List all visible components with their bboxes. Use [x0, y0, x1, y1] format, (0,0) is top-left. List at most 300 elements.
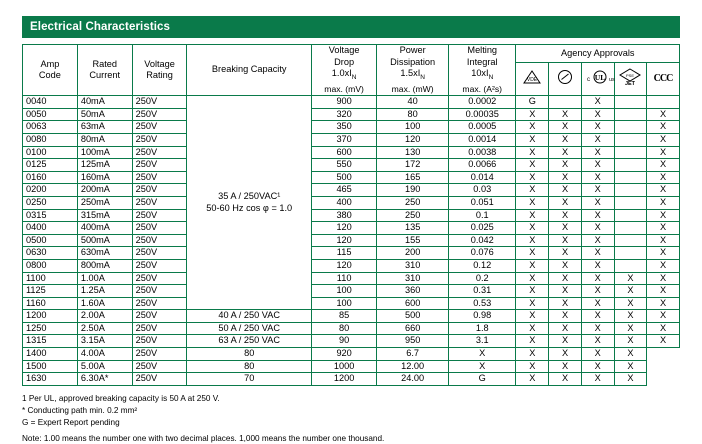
- col-power-dissipation-l3: 1.5xI: [400, 68, 421, 79]
- cell-agency-approval: X: [549, 159, 582, 172]
- cell-amp-code: 1315: [23, 335, 78, 348]
- cell-agency-approval: X: [549, 272, 582, 285]
- cell-agency-approval: X: [549, 373, 582, 386]
- cell-agency-approval: [614, 108, 647, 121]
- cell-agency-approval: [614, 196, 647, 209]
- table-row: [23, 247, 680, 260]
- table-row: [23, 108, 680, 121]
- cell-power-dissipation: 500: [377, 310, 449, 323]
- cell-amp-code: 0160: [23, 171, 78, 184]
- cell-amp-code: 0040: [23, 96, 78, 109]
- cell-rated-current: 200mA: [77, 184, 132, 197]
- table-row: [23, 373, 680, 386]
- pse-jet-icon: [618, 68, 642, 86]
- cell-agency-approval: X: [581, 247, 614, 260]
- cell-agency-approval: X: [614, 322, 647, 335]
- cell-amp-code: 1400: [23, 348, 78, 361]
- cell-agency-approval: X: [581, 335, 614, 348]
- col-voltage-drop-l3sub: N: [351, 74, 357, 82]
- cell-power-dissipation: 80: [377, 108, 449, 121]
- cell-power-dissipation: 190: [377, 184, 449, 197]
- col-melting-integral-l2: Integral: [466, 56, 498, 67]
- cell-agency-approval: X: [549, 247, 582, 260]
- cell-agency-approval: X: [581, 121, 614, 134]
- cell-amp-code: 0100: [23, 146, 78, 159]
- cell-agency-approval: X: [549, 310, 582, 323]
- cell-agency-approval: X: [581, 322, 614, 335]
- vde-icon: [523, 70, 541, 84]
- cell-rated-current: 40mA: [77, 96, 132, 109]
- cell-agency-approval: [614, 146, 647, 159]
- cell-agency-approval: X: [647, 146, 680, 159]
- cell-rated-current: 125mA: [77, 159, 132, 172]
- cell-amp-code: 1630: [23, 373, 78, 386]
- cell-melting-integral: 0.2: [449, 272, 516, 285]
- cell-power-dissipation: 172: [377, 159, 449, 172]
- cell-agency-approval: X: [581, 209, 614, 222]
- cell-agency-approval: X: [549, 209, 582, 222]
- cell-voltage-drop: 380: [311, 209, 376, 222]
- col-power-dissipation-l2: Dissipation: [390, 56, 436, 67]
- cell-agency-approval: X: [549, 297, 582, 310]
- cell-agency-approval: X: [549, 121, 582, 134]
- table-row: [23, 348, 680, 361]
- cell-agency-approval: X: [647, 209, 680, 222]
- cell-agency-approval: X: [614, 310, 647, 323]
- cell-voltage-drop: 370: [311, 133, 376, 146]
- cell-agency-approval: X: [581, 348, 614, 361]
- cell-agency-approval: X: [647, 171, 680, 184]
- cell-voltage-rating: 250V: [132, 133, 187, 146]
- cell-voltage-rating: 250V: [132, 335, 187, 348]
- cell-melting-integral: 0.051: [449, 196, 516, 209]
- cell-voltage-rating: 250V: [132, 146, 187, 159]
- cell-agency-approval: [614, 234, 647, 247]
- table-row: [23, 171, 680, 184]
- cell-rated-current: 800mA: [77, 259, 132, 272]
- cell-agency-approval: X: [549, 285, 582, 298]
- cell-agency-approval: X: [647, 247, 680, 260]
- cell-agency-approval: G: [516, 96, 549, 109]
- footnotes: [22, 393, 680, 444]
- cell-agency-approval: G: [449, 373, 516, 386]
- col-melting-integral-l4: max. (A²s): [462, 83, 503, 94]
- cell-rated-current: 80mA: [77, 133, 132, 146]
- table-row: [23, 310, 680, 323]
- cell-melting-integral: 0.0066: [449, 159, 516, 172]
- table-row: [23, 272, 680, 285]
- cell-amp-code: 1160: [23, 297, 78, 310]
- cell-melting-integral: 0.1: [449, 209, 516, 222]
- svg-text:CCC: CCC: [653, 73, 673, 84]
- cell-melting-integral: 0.12: [449, 259, 516, 272]
- cell-agency-approval: X: [549, 259, 582, 272]
- vde-icon-cell: [516, 63, 549, 96]
- cell-power-dissipation: 165: [377, 171, 449, 184]
- cell-agency-approval: X: [516, 133, 549, 146]
- cell-voltage-rating: 250V: [132, 297, 187, 310]
- cell-rated-current: 400mA: [77, 222, 132, 235]
- cell-voltage-drop: 465: [311, 184, 376, 197]
- cell-agency-approval: X: [581, 133, 614, 146]
- cell-agency-approval: [614, 121, 647, 134]
- col-melting-integral: [449, 45, 516, 96]
- col-agency-approvals: Agency Approvals: [516, 45, 680, 63]
- cell-amp-code: 0800: [23, 259, 78, 272]
- cell-melting-integral: 0.025: [449, 222, 516, 235]
- cell-agency-approval: X: [581, 171, 614, 184]
- cell-agency-approval: X: [516, 146, 549, 159]
- cell-agency-approval: X: [581, 108, 614, 121]
- cell-agency-approval: X: [516, 285, 549, 298]
- ccc-icon-cell: [647, 63, 680, 96]
- cell-agency-approval: X: [581, 196, 614, 209]
- cell-voltage-drop: 80: [187, 360, 311, 373]
- cell-agency-approval: [647, 96, 680, 109]
- cell-amp-code: 1250: [23, 322, 78, 335]
- cell-agency-approval: X: [516, 373, 549, 386]
- cell-rated-current: 500mA: [77, 234, 132, 247]
- table-row: [23, 335, 680, 348]
- cell-agency-approval: X: [581, 222, 614, 235]
- cell-melting-integral: 0.014: [449, 171, 516, 184]
- cell-voltage-rating: 250V: [132, 108, 187, 121]
- cell-voltage-drop: 85: [311, 310, 376, 323]
- cell-power-dissipation: 120: [377, 133, 449, 146]
- table-row: [23, 259, 680, 272]
- cell-agency-approval: X: [549, 108, 582, 121]
- cell-agency-approval: X: [647, 196, 680, 209]
- cell-voltage-rating: 250V: [132, 184, 187, 197]
- cell-agency-approval: X: [516, 184, 549, 197]
- table-row: [23, 285, 680, 298]
- table-row: [23, 133, 680, 146]
- cell-agency-approval: X: [581, 272, 614, 285]
- cell-power-dissipation: 135: [377, 222, 449, 235]
- cell-voltage-rating: 250V: [132, 209, 187, 222]
- cell-agency-approval: X: [549, 184, 582, 197]
- svg-text:VDE: VDE: [527, 77, 538, 84]
- cell-agency-approval: X: [647, 322, 680, 335]
- cell-agency-approval: [614, 133, 647, 146]
- cell-agency-approval: X: [549, 335, 582, 348]
- cell-voltage-drop: 500: [311, 171, 376, 184]
- cell-power-dissipation: 1200: [311, 373, 376, 386]
- cell-voltage-rating: 250V: [132, 222, 187, 235]
- cell-voltage-rating: 250V: [132, 360, 187, 373]
- ul-csa-icon-cell: [581, 63, 614, 96]
- final-note: Note: 1.00 means the number one with two decimal places. 1,000 means the number one thousand.: [22, 433, 385, 443]
- table-row: [23, 234, 680, 247]
- cell-power-dissipation: 310: [377, 272, 449, 285]
- cell-amp-code: 1100: [23, 272, 78, 285]
- cell-melting-integral: 24.00: [377, 373, 449, 386]
- cell-voltage-rating: 250V: [132, 96, 187, 109]
- cell-power-dissipation: 130: [377, 146, 449, 159]
- cell-agency-approval: X: [516, 209, 549, 222]
- cell-agency-approval: X: [516, 335, 549, 348]
- table-row: [23, 121, 680, 134]
- table-row: [23, 297, 680, 310]
- cell-amp-code: 0630: [23, 247, 78, 260]
- cell-agency-approval: X: [647, 121, 680, 134]
- breaking-capacity-line2: 50-60 Hz cos φ = 1.0: [206, 202, 293, 213]
- cell-agency-approval: X: [581, 96, 614, 109]
- cell-power-dissipation: 920: [311, 348, 376, 361]
- cell-agency-approval: X: [647, 222, 680, 235]
- cell-agency-approval: X: [647, 259, 680, 272]
- cell-voltage-drop: 320: [311, 108, 376, 121]
- cell-agency-approval: X: [516, 310, 549, 323]
- col-melting-integral-l3sub: N: [488, 74, 494, 82]
- cell-agency-approval: X: [549, 222, 582, 235]
- cell-voltage-rating: 250V: [132, 196, 187, 209]
- cell-power-dissipation: 250: [377, 209, 449, 222]
- cell-agency-approval: X: [516, 272, 549, 285]
- cell-amp-code: 0500: [23, 234, 78, 247]
- cell-rated-current: 630mA: [77, 247, 132, 260]
- cell-voltage-drop: 70: [187, 373, 311, 386]
- cell-agency-approval: X: [647, 285, 680, 298]
- col-amp-code-l2: Code: [38, 70, 61, 81]
- cell-agency-approval: X: [614, 360, 647, 373]
- cell-agency-approval: X: [647, 108, 680, 121]
- col-voltage-drop-l4: max. (mV): [324, 83, 364, 94]
- cell-rated-current: 2.50A: [77, 322, 132, 335]
- cell-agency-approval: X: [549, 146, 582, 159]
- cell-agency-approval: X: [516, 196, 549, 209]
- cell-voltage-rating: 250V: [132, 285, 187, 298]
- cell-voltage-drop: 120: [311, 234, 376, 247]
- cell-rated-current: 50mA: [77, 108, 132, 121]
- col-voltage-rating-l1: Voltage: [144, 58, 175, 69]
- cell-agency-approval: [614, 171, 647, 184]
- col-power-dissipation-l4: max. (mW): [391, 83, 434, 94]
- cell-rated-current: 63mA: [77, 121, 132, 134]
- col-power-dissipation: [377, 45, 449, 96]
- cell-melting-integral: 0.98: [449, 310, 516, 323]
- col-rated-current-l2: Current: [89, 70, 121, 81]
- svg-text:us: us: [608, 77, 615, 84]
- cell-melting-integral: 3.1: [449, 335, 516, 348]
- cell-voltage-rating: 250V: [132, 234, 187, 247]
- cell-agency-approval: X: [449, 360, 516, 373]
- section-title: Electrical Characteristics: [22, 16, 680, 38]
- cell-amp-code: 1500: [23, 360, 78, 373]
- cell-agency-approval: X: [516, 234, 549, 247]
- cell-voltage-drop: 400: [311, 196, 376, 209]
- cell-agency-approval: X: [581, 373, 614, 386]
- cell-agency-approval: X: [549, 234, 582, 247]
- cell-agency-approval: X: [516, 297, 549, 310]
- cell-amp-code: 0080: [23, 133, 78, 146]
- cell-agency-approval: [614, 159, 647, 172]
- cell-agency-approval: [614, 96, 647, 109]
- svg-text:JET: JET: [625, 81, 636, 87]
- cell-agency-approval: X: [581, 360, 614, 373]
- ccc-icon: [651, 71, 675, 83]
- cell-agency-approval: X: [614, 348, 647, 361]
- cell-agency-approval: X: [516, 121, 549, 134]
- table-row: [23, 322, 680, 335]
- breaking-capacity-line1: 35 A / 250VAC¹: [218, 191, 281, 202]
- svg-text:c: c: [586, 77, 590, 84]
- cell-power-dissipation: 600: [377, 297, 449, 310]
- svg-text:UL: UL: [594, 73, 606, 83]
- cell-voltage-drop: 350: [311, 121, 376, 134]
- cell-agency-approval: X: [647, 335, 680, 348]
- cell-agency-approval: X: [516, 171, 549, 184]
- footnote-g: G = Expert Report pending: [22, 417, 120, 427]
- cell-voltage-drop: 90: [311, 335, 376, 348]
- cell-power-dissipation: 360: [377, 285, 449, 298]
- col-voltage-drop-l3: 1.0xI: [331, 68, 352, 79]
- cell-voltage-drop: 110: [311, 272, 376, 285]
- col-voltage-rating: [132, 45, 187, 96]
- cell-agency-approval: [614, 259, 647, 272]
- cell-voltage-rating: 250V: [132, 272, 187, 285]
- cell-agency-approval: [549, 96, 582, 109]
- cell-melting-integral: 12.00: [377, 360, 449, 373]
- cell-agency-approval: [614, 247, 647, 260]
- cell-melting-integral: 0.0038: [449, 146, 516, 159]
- cell-agency-approval: X: [516, 108, 549, 121]
- cell-melting-integral: 0.53: [449, 297, 516, 310]
- cell-agency-approval: X: [647, 133, 680, 146]
- footnote-asterisk: * Conducting path min. 0.2 mm²: [22, 405, 138, 415]
- col-voltage-drop-l2: Drop: [334, 56, 355, 67]
- cell-amp-code: 0400: [23, 222, 78, 235]
- cell-agency-approval: X: [647, 272, 680, 285]
- table-row: [23, 96, 680, 109]
- cell-breaking-capacity: [187, 335, 311, 348]
- cell-agency-approval: X: [516, 360, 549, 373]
- cell-voltage-rating: 250V: [132, 348, 187, 361]
- cell-agency-approval: X: [581, 184, 614, 197]
- breaking-capacity-line1: 63 A / 250 VAC: [218, 335, 281, 346]
- semko-icon-cell: [549, 63, 582, 96]
- cell-voltage-drop: 100: [311, 285, 376, 298]
- cell-rated-current: 4.00A: [77, 348, 132, 361]
- cell-agency-approval: X: [516, 348, 549, 361]
- cell-agency-approval: X: [516, 222, 549, 235]
- cell-breaking-capacity: [187, 310, 311, 323]
- cell-voltage-rating: 250V: [132, 259, 187, 272]
- cell-power-dissipation: 155: [377, 234, 449, 247]
- cell-melting-integral: 6.7: [377, 348, 449, 361]
- table-row: [23, 209, 680, 222]
- cell-agency-approval: X: [516, 159, 549, 172]
- cell-voltage-drop: 900: [311, 96, 376, 109]
- col-rated-current-l1: Rated: [92, 58, 117, 69]
- cell-agency-approval: X: [614, 285, 647, 298]
- cell-agency-approval: X: [516, 259, 549, 272]
- cell-agency-approval: X: [581, 285, 614, 298]
- cell-melting-integral: 1.8: [449, 322, 516, 335]
- col-voltage-drop: [311, 45, 376, 96]
- cell-breaking-capacity: [187, 96, 311, 310]
- cell-melting-integral: 0.042: [449, 234, 516, 247]
- cell-rated-current: 2.00A: [77, 310, 132, 323]
- cell-agency-approval: X: [647, 297, 680, 310]
- cell-power-dissipation: 310: [377, 259, 449, 272]
- cell-agency-approval: X: [647, 310, 680, 323]
- cell-voltage-drop: 100: [311, 297, 376, 310]
- table-row: [23, 360, 680, 373]
- cell-agency-approval: X: [614, 373, 647, 386]
- cell-melting-integral: 0.03: [449, 184, 516, 197]
- cell-voltage-rating: 250V: [132, 310, 187, 323]
- cell-power-dissipation: 1000: [311, 360, 376, 373]
- cell-agency-approval: X: [581, 259, 614, 272]
- cell-melting-integral: 0.0005: [449, 121, 516, 134]
- cell-agency-approval: X: [581, 310, 614, 323]
- cell-agency-approval: X: [549, 360, 582, 373]
- col-melting-integral-l3: 10xI: [471, 68, 489, 79]
- ul-csa-icon: [585, 69, 615, 85]
- cell-rated-current: 1.25A: [77, 285, 132, 298]
- col-melting-integral-l1: Melting: [467, 45, 498, 55]
- svg-text:PSE: PSE: [626, 73, 635, 79]
- table-row: [23, 159, 680, 172]
- cell-voltage-rating: 250V: [132, 159, 187, 172]
- cell-voltage-drop: 550: [311, 159, 376, 172]
- cell-rated-current: 6.30A*: [77, 373, 132, 386]
- cell-melting-integral: 0.00035: [449, 108, 516, 121]
- cell-power-dissipation: 100: [377, 121, 449, 134]
- breaking-capacity-line1: 40 A / 250 VAC: [218, 310, 281, 321]
- cell-voltage-rating: 250V: [132, 171, 187, 184]
- col-amp-code-l1: Amp: [40, 58, 60, 69]
- cell-agency-approval: X: [614, 335, 647, 348]
- cell-agency-approval: X: [581, 297, 614, 310]
- cell-agency-approval: X: [581, 234, 614, 247]
- cell-rated-current: 315mA: [77, 209, 132, 222]
- cell-agency-approval: X: [581, 146, 614, 159]
- cell-rated-current: 1.00A: [77, 272, 132, 285]
- cell-rated-current: 100mA: [77, 146, 132, 159]
- cell-amp-code: 0063: [23, 121, 78, 134]
- col-voltage-drop-l1: Voltage: [328, 45, 360, 55]
- cell-amp-code: 0125: [23, 159, 78, 172]
- cell-amp-code: 0200: [23, 184, 78, 197]
- cell-amp-code: 0315: [23, 209, 78, 222]
- cell-voltage-rating: 250V: [132, 373, 187, 386]
- breaking-capacity-line1: 50 A / 250 VAC: [218, 322, 281, 333]
- cell-agency-approval: X: [549, 133, 582, 146]
- cell-agency-approval: X: [549, 171, 582, 184]
- col-voltage-rating-l2: Rating: [146, 70, 173, 81]
- cell-rated-current: 160mA: [77, 171, 132, 184]
- cell-rated-current: 1.60A: [77, 297, 132, 310]
- cell-agency-approval: [614, 222, 647, 235]
- cell-voltage-drop: 600: [311, 146, 376, 159]
- cell-agency-approval: [614, 209, 647, 222]
- table-body: [23, 96, 680, 386]
- cell-power-dissipation: 200: [377, 247, 449, 260]
- cell-rated-current: 3.15A: [77, 335, 132, 348]
- col-breaking-capacity: Breaking Capacity: [187, 45, 311, 96]
- table-row: [23, 146, 680, 159]
- cell-power-dissipation: 660: [377, 322, 449, 335]
- cell-voltage-drop: 115: [311, 247, 376, 260]
- table-row: [23, 184, 680, 197]
- cell-agency-approval: X: [614, 272, 647, 285]
- cell-voltage-drop: 80: [311, 322, 376, 335]
- cell-voltage-rating: 250V: [132, 121, 187, 134]
- cell-voltage-rating: 250V: [132, 322, 187, 335]
- cell-power-dissipation: 40: [377, 96, 449, 109]
